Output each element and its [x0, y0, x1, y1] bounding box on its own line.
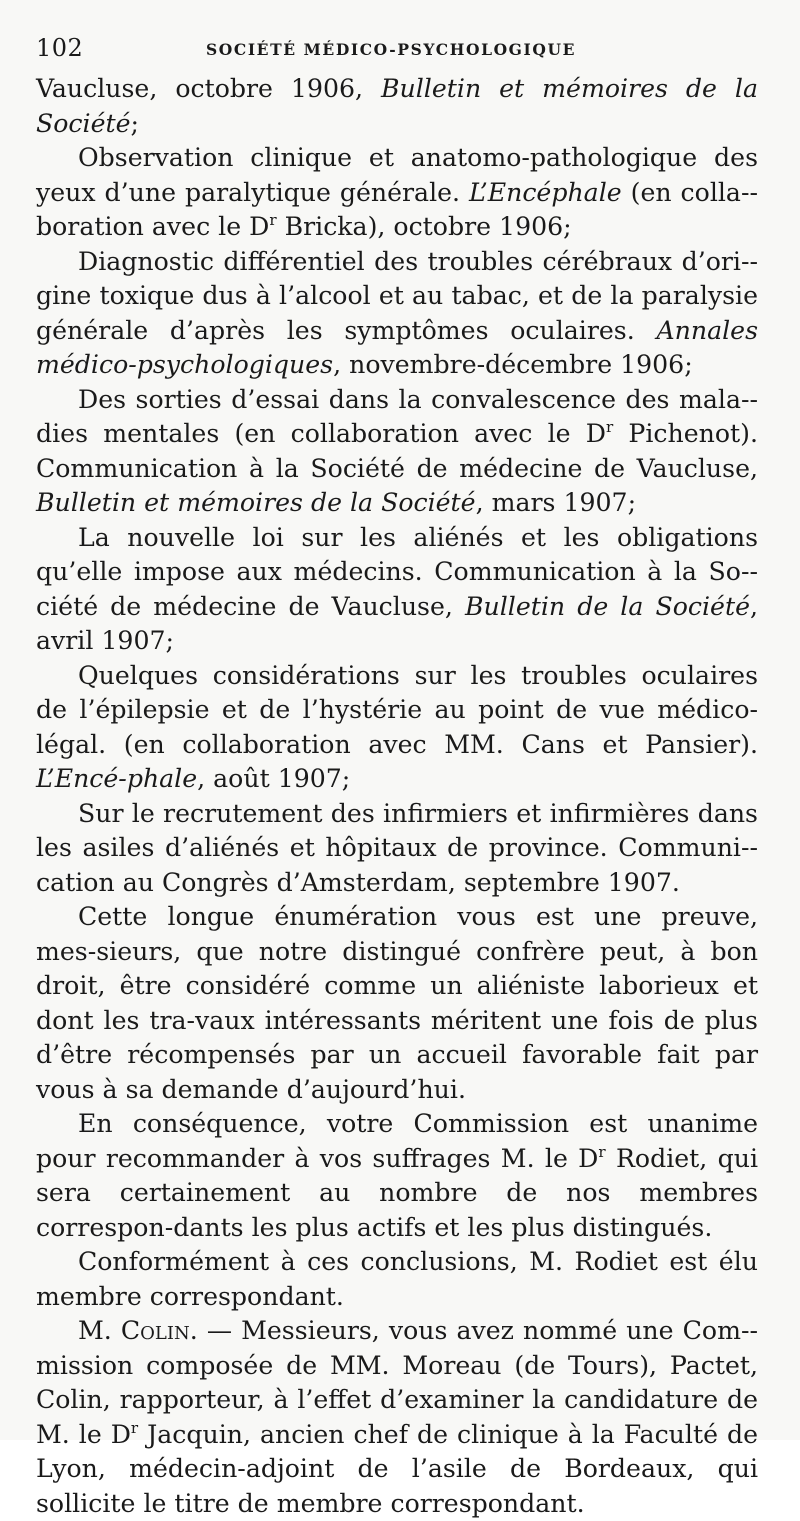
text-run: Pichenot). Communication à la Société de médecine de Vaucluse,	[36, 419, 758, 483]
superscript-text: r	[605, 418, 614, 437]
italic-text: Annales médico-psychologiques	[36, 315, 758, 379]
text-run: Quelques considérations sur les troubles oculaires de l’épilepsie et de l’hystérie au point de vue médico-légal. (en collaboration avec MM. Cans et Pansier).	[36, 660, 758, 759]
text-run: , novembre-décembre 1906;	[333, 350, 693, 379]
smallcaps-text: Colin	[120, 1316, 190, 1345]
page-header	[30, 32, 760, 62]
text-run: Conformément à ces conclusions, M. Rodiet est élu membre correspondant.	[36, 1247, 758, 1311]
text-run: . — Messieurs, vous avez nommé une Com-mission composée de MM. Moreau (de Tours), Pactet, Colin, rapporteur, à l’effet d’examiner la candidature de M. le D	[36, 1316, 758, 1449]
text-run: (en colla-boration avec le D	[36, 177, 758, 241]
paragraph	[36, 72, 758, 141]
paragraph	[36, 521, 758, 659]
text-run: ;	[130, 108, 140, 138]
text-run: Bricka), octobre 1906;	[276, 212, 572, 241]
text-run: En conséquence, votre Commission est unanime pour recommander à vos suffrages M. le D	[36, 1109, 758, 1173]
text-run: La nouvelle loi sur les aliénés et les obligations qu’elle impose aux médecins. Communication à la So-ciété de médecine de Vaucluse,	[36, 522, 758, 621]
paragraph	[36, 245, 758, 383]
italic-text: Bulletin et mémoires de la Société	[36, 488, 476, 517]
paragraph	[36, 900, 758, 1107]
superscript-text: r	[269, 211, 277, 230]
text-run: Cette longue énumération vous est une preuve, mes-sieurs, que notre distingué confrère peut, à bon droit, être considéré comme un aliéniste laborieux et dont les tra-vaux intéressants méritent une fois de plus d’être récompensés par un accueil favorable fait par vous à sa demande d’aujourd’hui.	[36, 902, 758, 1104]
superscript-text: r	[598, 1142, 606, 1161]
text-run: M.	[78, 1316, 121, 1345]
text-run: Des sorties d’essai dans la convalescence des mala-dies mentales (en collaboration avec le D	[36, 384, 758, 448]
paragraph	[36, 1245, 758, 1314]
italic-text: Bulletin de la Société	[464, 591, 750, 621]
paragraph	[36, 141, 758, 245]
paragraph	[36, 1314, 758, 1521]
text-run: , août 1907;	[197, 764, 351, 793]
text-run: Rodiet, qui sera certainement au nombre de nos membres correspon-dants les plus actifs et les plus distingués.	[36, 1143, 758, 1242]
text-run: Sur le recrutement des infirmiers et infirmières dans les asiles d’aliénés et hôpitaux de province. Communi-cation au Congrès d’Amsterdam, septembre 1907.	[36, 798, 758, 897]
text-run: Diagnostic différentiel des troubles cérébraux d’ori-gine toxique dus à l’alcool et au tabac, et de la paralysie générale d’après les symptômes oculaires.	[36, 246, 758, 345]
running-title: SOCIÉTÉ MÉDICO-PSYCHOLOGIQUE	[206, 40, 576, 59]
text-run: , mars 1907;	[475, 488, 637, 517]
text-run: Jacquin, ancien chef de clinique à la Faculté de Lyon, médecin-adjoint de l’asile de Bordeaux, qui sollicite le titre de membre correspondant.	[36, 1419, 758, 1518]
italic-text: Bulletin et mémoires de la Société	[36, 74, 758, 138]
paragraph	[36, 797, 758, 901]
page-number: 102	[36, 34, 84, 62]
paragraph	[36, 383, 758, 521]
superscript-text: r	[130, 1418, 139, 1437]
paragraph	[36, 659, 758, 797]
text-run: , avril 1907;	[36, 591, 758, 655]
text-run: Vaucluse, octobre 1906,	[36, 74, 382, 103]
paragraph	[36, 1107, 758, 1245]
italic-text: L’Encé-phale	[36, 764, 198, 793]
body-text	[36, 72, 758, 1521]
italic-text: L’Encéphale	[469, 177, 622, 207]
text-run: Observation clinique et anatomo-pathologique des yeux d’une paralytique générale.	[36, 143, 758, 207]
